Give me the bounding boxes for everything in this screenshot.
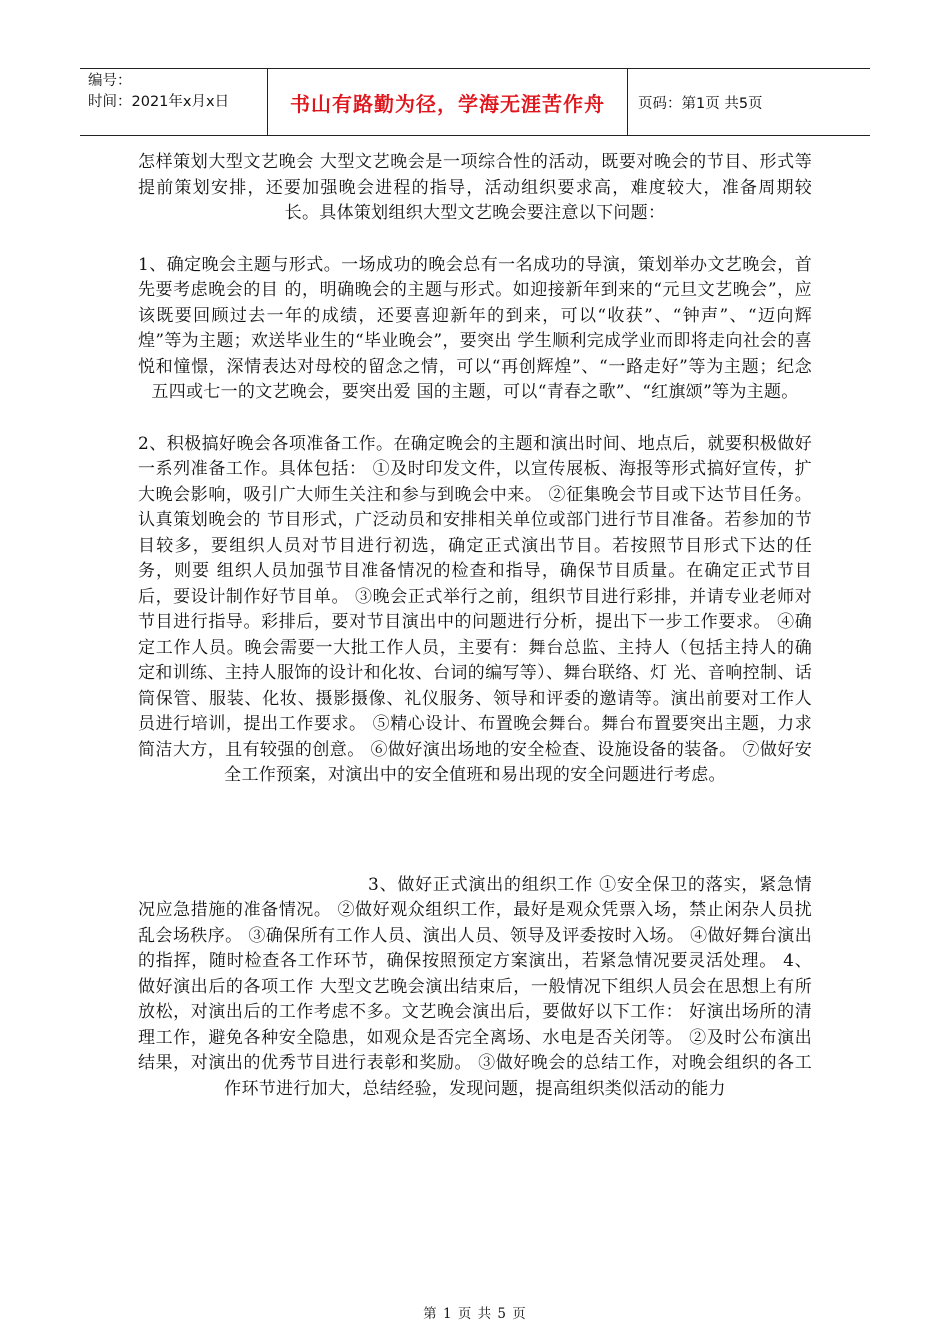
document-body [138, 150, 812, 1102]
section-2-paragraph: 2、积极搞好晚会各项准备工作。在确定晚会的主题和演出时间、地点后，就要积极做好一系列准备工作。具体包括： ①及时印发文件，以宣传展板、海报等形式搞好宣传，扩大晚会影响，吸引广大师生关注和参与到晚会中来。 ②征集晚会节目或下达节目任务。认真策划晚会的 节目形式，广泛动员和安排相关单位或部门进行节目准备。若参加的节目较多，要组织人员对节目进行初选，确定正式演出节目。若按照节目形式下达的任务，则要 组织人员加强节目准备情况的检查和指导，确保节目质量。在确定正式节目后，要设计制作好节目单。 ③晚会正式举行之前，组织节目进行彩排，并请专业老师对节目进行指导。彩排后，要对节目演出中的问题进行分析，提出下一步工作要求。 ④确定工作人员。晚会需要一大批工作人员，主要有：舞台总监、主持人（包括主持人的确定和训练、主持人服饰的设计和化妆、台词的编写等）、舞台联络、灯 光、音响控制、话筒保管、服装、化妆、摄影摄像、礼仪服务、领导和评委的邀请等。演出前要对工作人员进行培训，提出工作要求。 ⑤精心设计、布置晚会舞台。舞台布置要突出主题，力求简洁大方，且有较强的创意。 ⑥做好演出场地的安全检查、设施设备的装备。 ⑦做好安全工作预案，对演出中的安全值班和易出现的安全问题进行考虑。 [138, 433, 812, 785]
header-motto: 书山有路勤为径，学海无涯苦作舟 [268, 69, 628, 135]
page-footer: 第 1 页 共 5 页 [423, 1306, 527, 1322]
intro-paragraph: 怎样策划大型文艺晚会 大型文艺晚会是一项综合性的活动，既要对晚会的节目、形式等提前策划安排，还要加强晚会进程的指导，活动组织要求高，难度较大，准备周期较长。具体策划组织大型文艺晚会要注意以下问题： [138, 152, 812, 223]
header-meta [80, 69, 268, 135]
section-3-paragraph: 3、做好正式演出的组织工作 ①安全保卫的落实，紧急情况应急措施的准备情况。 ②做好观众组织工作，最好是观众凭票入场，禁止闲杂人员扰乱会场秩序。 ③确保所有工作人员、演出人员、领导及评委按时入场。 ④做好舞台演出的指挥，随时检查各工作环节，确保按照预定方案演出，若紧急情况要灵活处理。 4、做好演出后的各项工作 大型文艺晚会演出结束后，一般情况下组织人员会在思想上有所放松，对演出后的工作考虑不多。文艺晚会演出后，要做好以下工作： 好演出场所的清理工作，避免各种安全隐患，如观众是否完全离场、水电是否关闭等。 ②及时公布演出结果，对演出的优秀节目进行表彰和奖励。 ③做好晚会的总结工作，对晚会组织的各工作环节进行加大，总结经验，发现问题，提高组织类似活动的能力 [138, 874, 812, 1099]
header-page-info: 页码：第1页 共5页 [638, 95, 763, 112]
time-label: 时间：2021年x月x日 [88, 94, 230, 110]
serial-label: 编号： [88, 73, 132, 89]
section-1-paragraph: 1、确定晚会主题与形式。一场成功的晚会总有一名成功的导演，策划举办文艺晚会，首先要考虑晚会的目 的，明确晚会的主题与形式。如迎接新年到来的“元旦文艺晚会”，应该既要回顾过去一年的成绩，还要喜迎新年的到来，可以“收获”、“钟声”、“迈向辉煌”等为主题；欢送毕业生的“毕业晚会”，要突出 学生顺利完成学业而即将走向社会的喜悦和憧憬，深情表达对母校的留念之情，可以“再创辉煌”、“一路走好”等为主题；纪念五四或七一的文艺晚会，要突出爱 国的主题，可以“青春之歌”、“红旗颂”等为主题。 [138, 254, 812, 402]
page-header [80, 68, 870, 136]
